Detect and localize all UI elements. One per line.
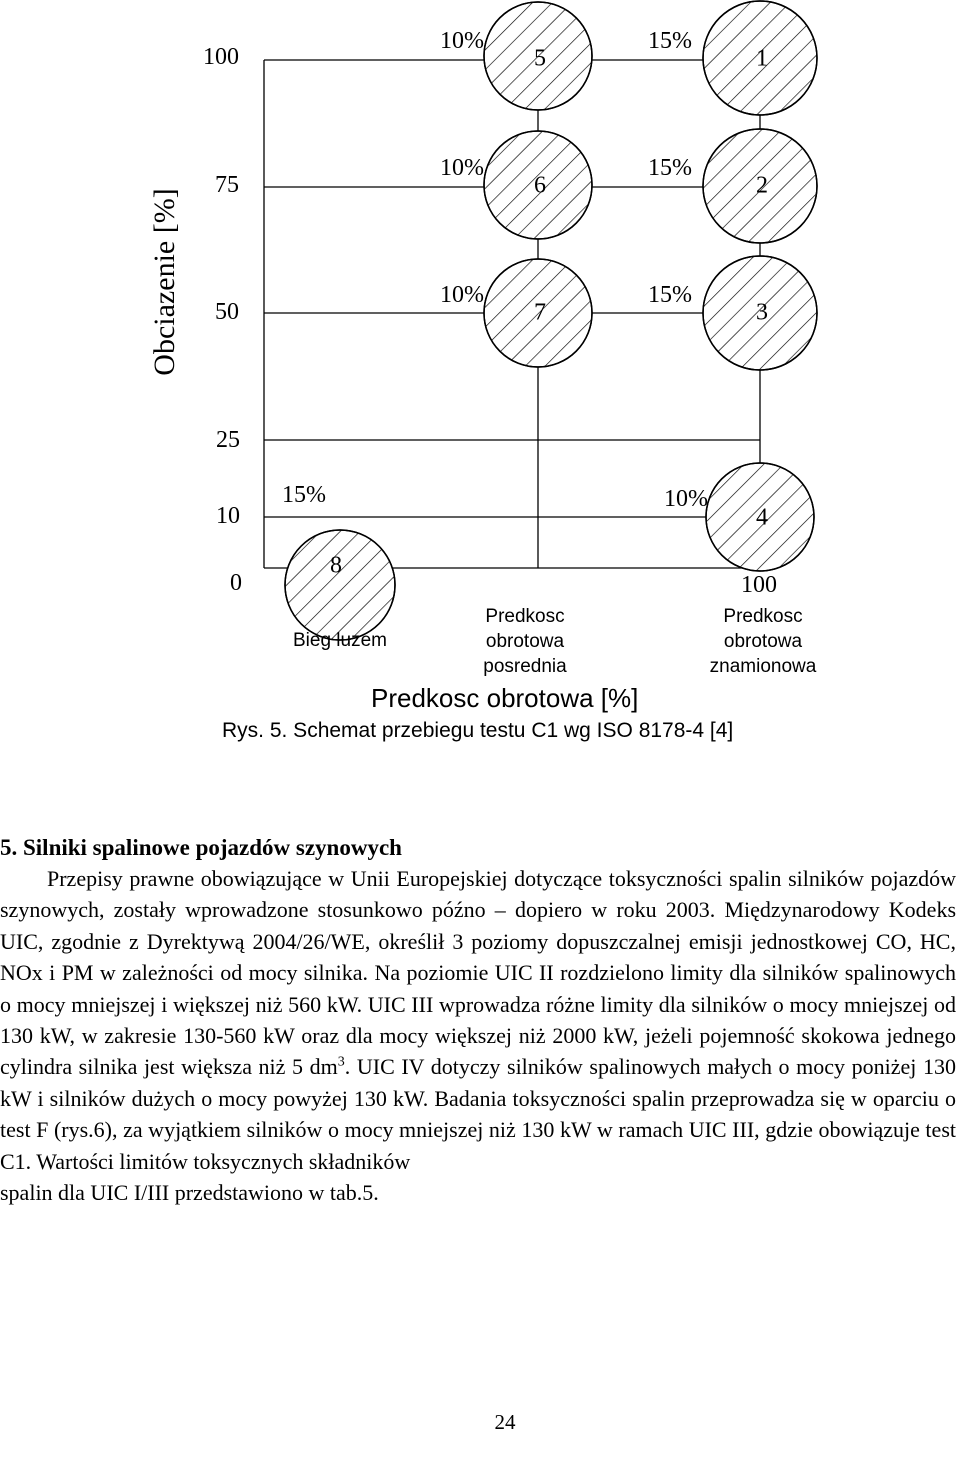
page-number: 24 — [494, 1410, 516, 1434]
pct-label: 10% — [440, 155, 484, 181]
figure-caption: Rys. 5. Schemat przebiegu testu C1 wg ISO 8178-4 [4] — [222, 719, 734, 742]
y-axis-label: Obciazenie [%] — [148, 188, 181, 376]
pct-label: 10% — [664, 486, 708, 512]
y-tick-25: 25 — [216, 427, 240, 453]
pct-label: 15% — [648, 28, 692, 54]
y-tick-75: 75 — [215, 172, 239, 198]
mode-8-circle — [285, 530, 395, 640]
intermediate-speed-label: Predkosc obrotowa posrednia — [483, 606, 567, 677]
pct-label: 15% — [648, 155, 692, 181]
mode-number: 7 — [534, 299, 546, 326]
idle-label: Bieg luzem — [293, 630, 387, 651]
y-tick-10: 10 — [216, 503, 240, 529]
mode-number: 5 — [534, 45, 546, 72]
pct-label: 10% — [440, 28, 484, 54]
y-tick-100: 100 — [203, 44, 239, 70]
mode-number: 4 — [756, 504, 768, 531]
pct-label: 15% — [648, 282, 692, 308]
pct-label: 15% — [282, 482, 326, 508]
body-paragraph-last-line: spalin dla UIC I/III przedstawiono w tab.5. — [0, 1180, 379, 1206]
pct-label: 10% — [440, 282, 484, 308]
mode-number: 1 — [756, 45, 768, 72]
x-tick-100: 100 — [741, 572, 777, 598]
mode-number: 3 — [756, 299, 768, 326]
rated-speed-label: Predkosc obrotowa znamionowa — [709, 606, 817, 677]
y-tick-50: 50 — [215, 299, 239, 325]
y-tick-0: 0 — [230, 570, 242, 596]
body-paragraph: Przepisy prawne obowiązujące w Unii Europejskiej dotyczące toksyczności spalin silników pojazdów szynowych, zostały wprowadzone stosunkowo późno – dopiero w roku 2003. Międzynarodowy Kodeks UIC, zgodnie z Dyrektywą 2004/26/WE, określił 3 poziomy dopuszczalnej emisji jednostkowej CO, HC, NOx i PM w zależności od mocy silnika. Na poziomie UIC II rozdzielono limity dla silników spalinowych o mocy mniejszej i większej niż 560 kW. UIC III wprowadza różne limity dla silników o mocy mniejszej od 130 kW, w zakresie 130-560 kW oraz dla mocy większej niż 2000 kW, jeżeli pojemność skokowa jednego cylindra silnika jest większa niż 5 $dm^3$. UIC IV dotyczy silników spalinowych małych o mocy poniżej 130 kW i silników dużych o mocy powyżej 130 kW. Badania toksyczności spalin przeprowadza się w oparciu o test F (rys.6), za wyjątkiem silników o mocy mniejszej niż 130 kW w ramach UIC III, gdzie obowiązuje test C1. Wartości limitów toksycznych składników — [0, 866, 956, 1174]
text-section — [0, 832, 956, 1208]
mode-number: 8 — [330, 552, 342, 579]
x-axis-title: Predkosc obrotowa [%] — [371, 683, 639, 713]
mode-number: 6 — [534, 172, 546, 199]
mode-number: 2 — [756, 172, 768, 199]
section-heading: 5. Silniki spalinowe pojazdów szynowych — [0, 835, 402, 860]
